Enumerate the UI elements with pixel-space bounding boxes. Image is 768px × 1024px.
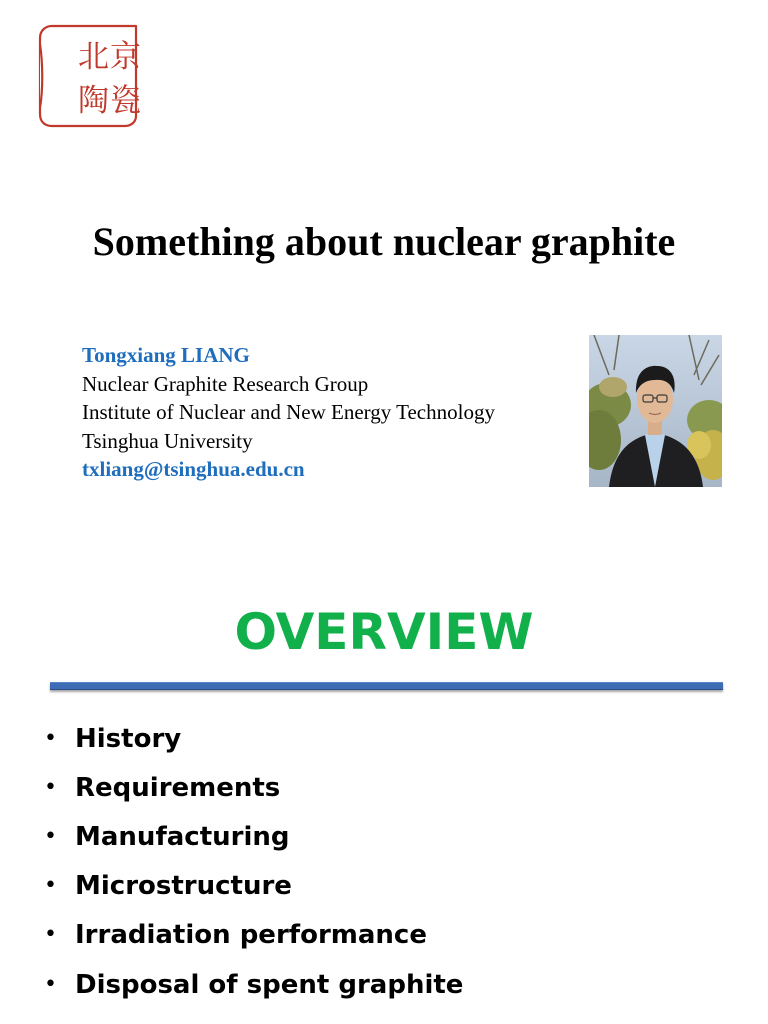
overview-list	[44, 714, 463, 1009]
slide-title: Something about nuclear graphite	[92, 219, 676, 264]
logo-char: 瓷	[110, 83, 141, 119]
list-item	[44, 960, 463, 1009]
list-item-label: Irradiation performance	[75, 920, 427, 951]
bullet-icon: •	[44, 774, 57, 800]
list-item-label: Requirements	[75, 772, 281, 803]
bullet-icon: •	[44, 725, 57, 751]
author-group: Nuclear Graphite Research Group	[82, 371, 369, 396]
author-email[interactable]: txliang@tsinghua.edu.cn	[82, 457, 305, 481]
list-item	[44, 763, 463, 812]
author-institute: Institute of Nuclear and New Energy Technology	[82, 400, 495, 424]
bullet-icon: •	[44, 873, 57, 899]
author-name: Tongxiang LIANG	[82, 343, 250, 367]
overview-title: OVERVIEW	[234, 603, 534, 661]
logo-char: 陶	[78, 83, 109, 119]
bullet-icon: •	[44, 971, 57, 997]
section-divider	[50, 682, 723, 690]
portrait-photo	[589, 335, 722, 487]
list-item	[44, 812, 463, 861]
author-university: Tsinghua University	[82, 428, 253, 453]
list-item-label: Microstructure	[75, 871, 292, 902]
logo-seal	[38, 24, 146, 128]
bullet-icon: •	[44, 823, 57, 849]
list-item	[44, 911, 463, 960]
logo-char: 北	[78, 39, 109, 75]
logo-char: 京	[110, 39, 141, 75]
author-block	[82, 341, 495, 484]
bullet-icon: •	[44, 922, 57, 948]
list-item	[44, 862, 463, 911]
list-item-label: Disposal of spent graphite	[75, 969, 464, 1000]
list-item	[44, 714, 463, 763]
list-item-label: History	[75, 723, 182, 754]
list-item-label: Manufacturing	[75, 821, 290, 852]
